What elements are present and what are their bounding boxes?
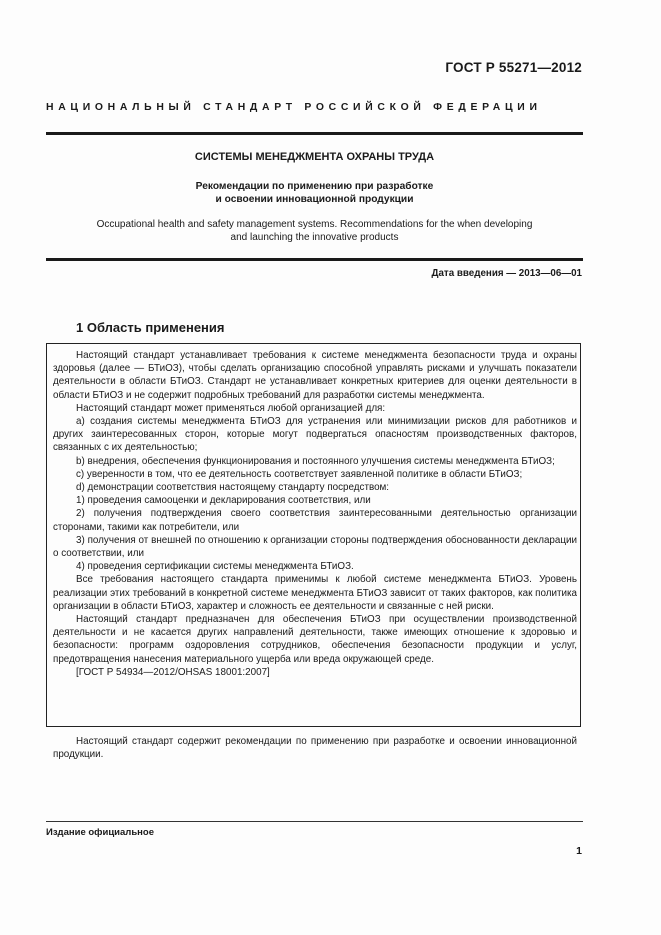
subtitle-line-1: Рекомендации по применению при разработке: [195, 181, 434, 192]
section-heading: 1 Область применения: [76, 320, 225, 335]
box-paragraph: c) уверенности в том, что ее деятельность соответствует заявленной политике в области БТиОЗ;: [76, 468, 523, 480]
national-standard-heading: НАЦИОНАЛЬНЫЙ СТАНДАРТ РОССИЙСКОЙ ФЕДЕРАЦИИ: [46, 102, 542, 113]
section-body: [53, 735, 577, 761]
box-paragraph: Настоящий стандарт может применяться любой организацией для:: [76, 402, 386, 414]
quoted-text: [53, 349, 577, 679]
page-number: 1: [576, 845, 582, 857]
title-rule: [46, 258, 583, 261]
box-paragraph: d) демонстрации соответствия настоящему стандарту посредством:: [76, 482, 390, 494]
box-reference: [ГОСТ Р 54934—2012/OHSAS 18001:2007]: [76, 666, 270, 678]
box-paragraph: 4) проведения сертификации системы менеджмента БТиОЗ.: [76, 561, 354, 573]
box-paragraph: Настоящий стандарт устанавливает требования к системе менеджмента безопасности труда и охраны здоровья (далее — БТиОЗ), чтобы сделать организацию способной управлять рисками и улучшать показатели деятельности в области БТиОЗ. Стандарт не устанавливает конкретных критериев для оценки деятельности в области БТиОЗ и не содержит подробных требований для разработки системы менеджмента.: [53, 350, 577, 401]
box-paragraph: Все требования настоящего стандарта применимы к любой системе менеджмента БТиОЗ. Уровень реализации этих требований в конкретной системе менеджмента БТиОЗ зависит от таких факторов, как политика организации в области БТиОЗ, характер и сложность ее деятельности и связанные с ней риски.: [53, 574, 577, 612]
subtitle-line-2: и освоении инновационной продукции: [215, 194, 414, 205]
standard-number: ГОСТ Р 55271—2012: [445, 60, 582, 75]
box-paragraph: 2) получения подтверждения своего соответствия заинтересованными деятельностью организации сторонами, такими как потребители, или: [53, 508, 577, 533]
box-paragraph: Настоящий стандарт предназначен для обеспечения БТиОЗ при осуществлении производственной деятельности и не касается других направлений деятельности, также имеющих отношение к здоровью и безопасности: программ оздоровления сотрудников, обеспечения безопасности продукции и услуг, предотвращения нанесения материального ущерба или вреда окружающей среде.: [53, 614, 577, 665]
english-title-line-2: and launching the innovative products: [230, 232, 399, 243]
english-title: [46, 218, 583, 244]
document-title: СИСТЕМЫ МЕНЕДЖМЕНТА ОХРАНЫ ТРУДА: [194, 151, 435, 163]
introduction-date: Дата введения — 2013—06—01: [431, 268, 582, 279]
box-paragraph: b) внедрения, обеспечения функционирования и постоянного улучшения системы менеджмента БТиОЗ;: [76, 455, 555, 467]
document-subtitle: [46, 180, 583, 206]
official-edition-label: Издание официальное: [46, 827, 154, 838]
footer-rule: [46, 821, 583, 822]
body-paragraph: Настоящий стандарт содержит рекомендации по применению при разработке и освоении инновационной продукции.: [53, 736, 577, 761]
english-title-line-1: Occupational health and safety management systems. Recommendations for the when developing: [96, 219, 533, 230]
header-rule: [46, 132, 583, 135]
box-paragraph: a) создания системы менеджмента БТиОЗ для устранения или минимизации рисков для работников и других заинтересованных сторон, которые могут подвергаться опасностям производственных факторов, связанных с их деятельностью;: [53, 416, 577, 454]
box-paragraph: 1) проведения самооценки и декларирования соответствия, или: [76, 495, 371, 507]
box-paragraph: 3) получения от внешней по отношению к организации стороны подтверждения обоснованности декларации о соответствии, или: [53, 534, 577, 560]
